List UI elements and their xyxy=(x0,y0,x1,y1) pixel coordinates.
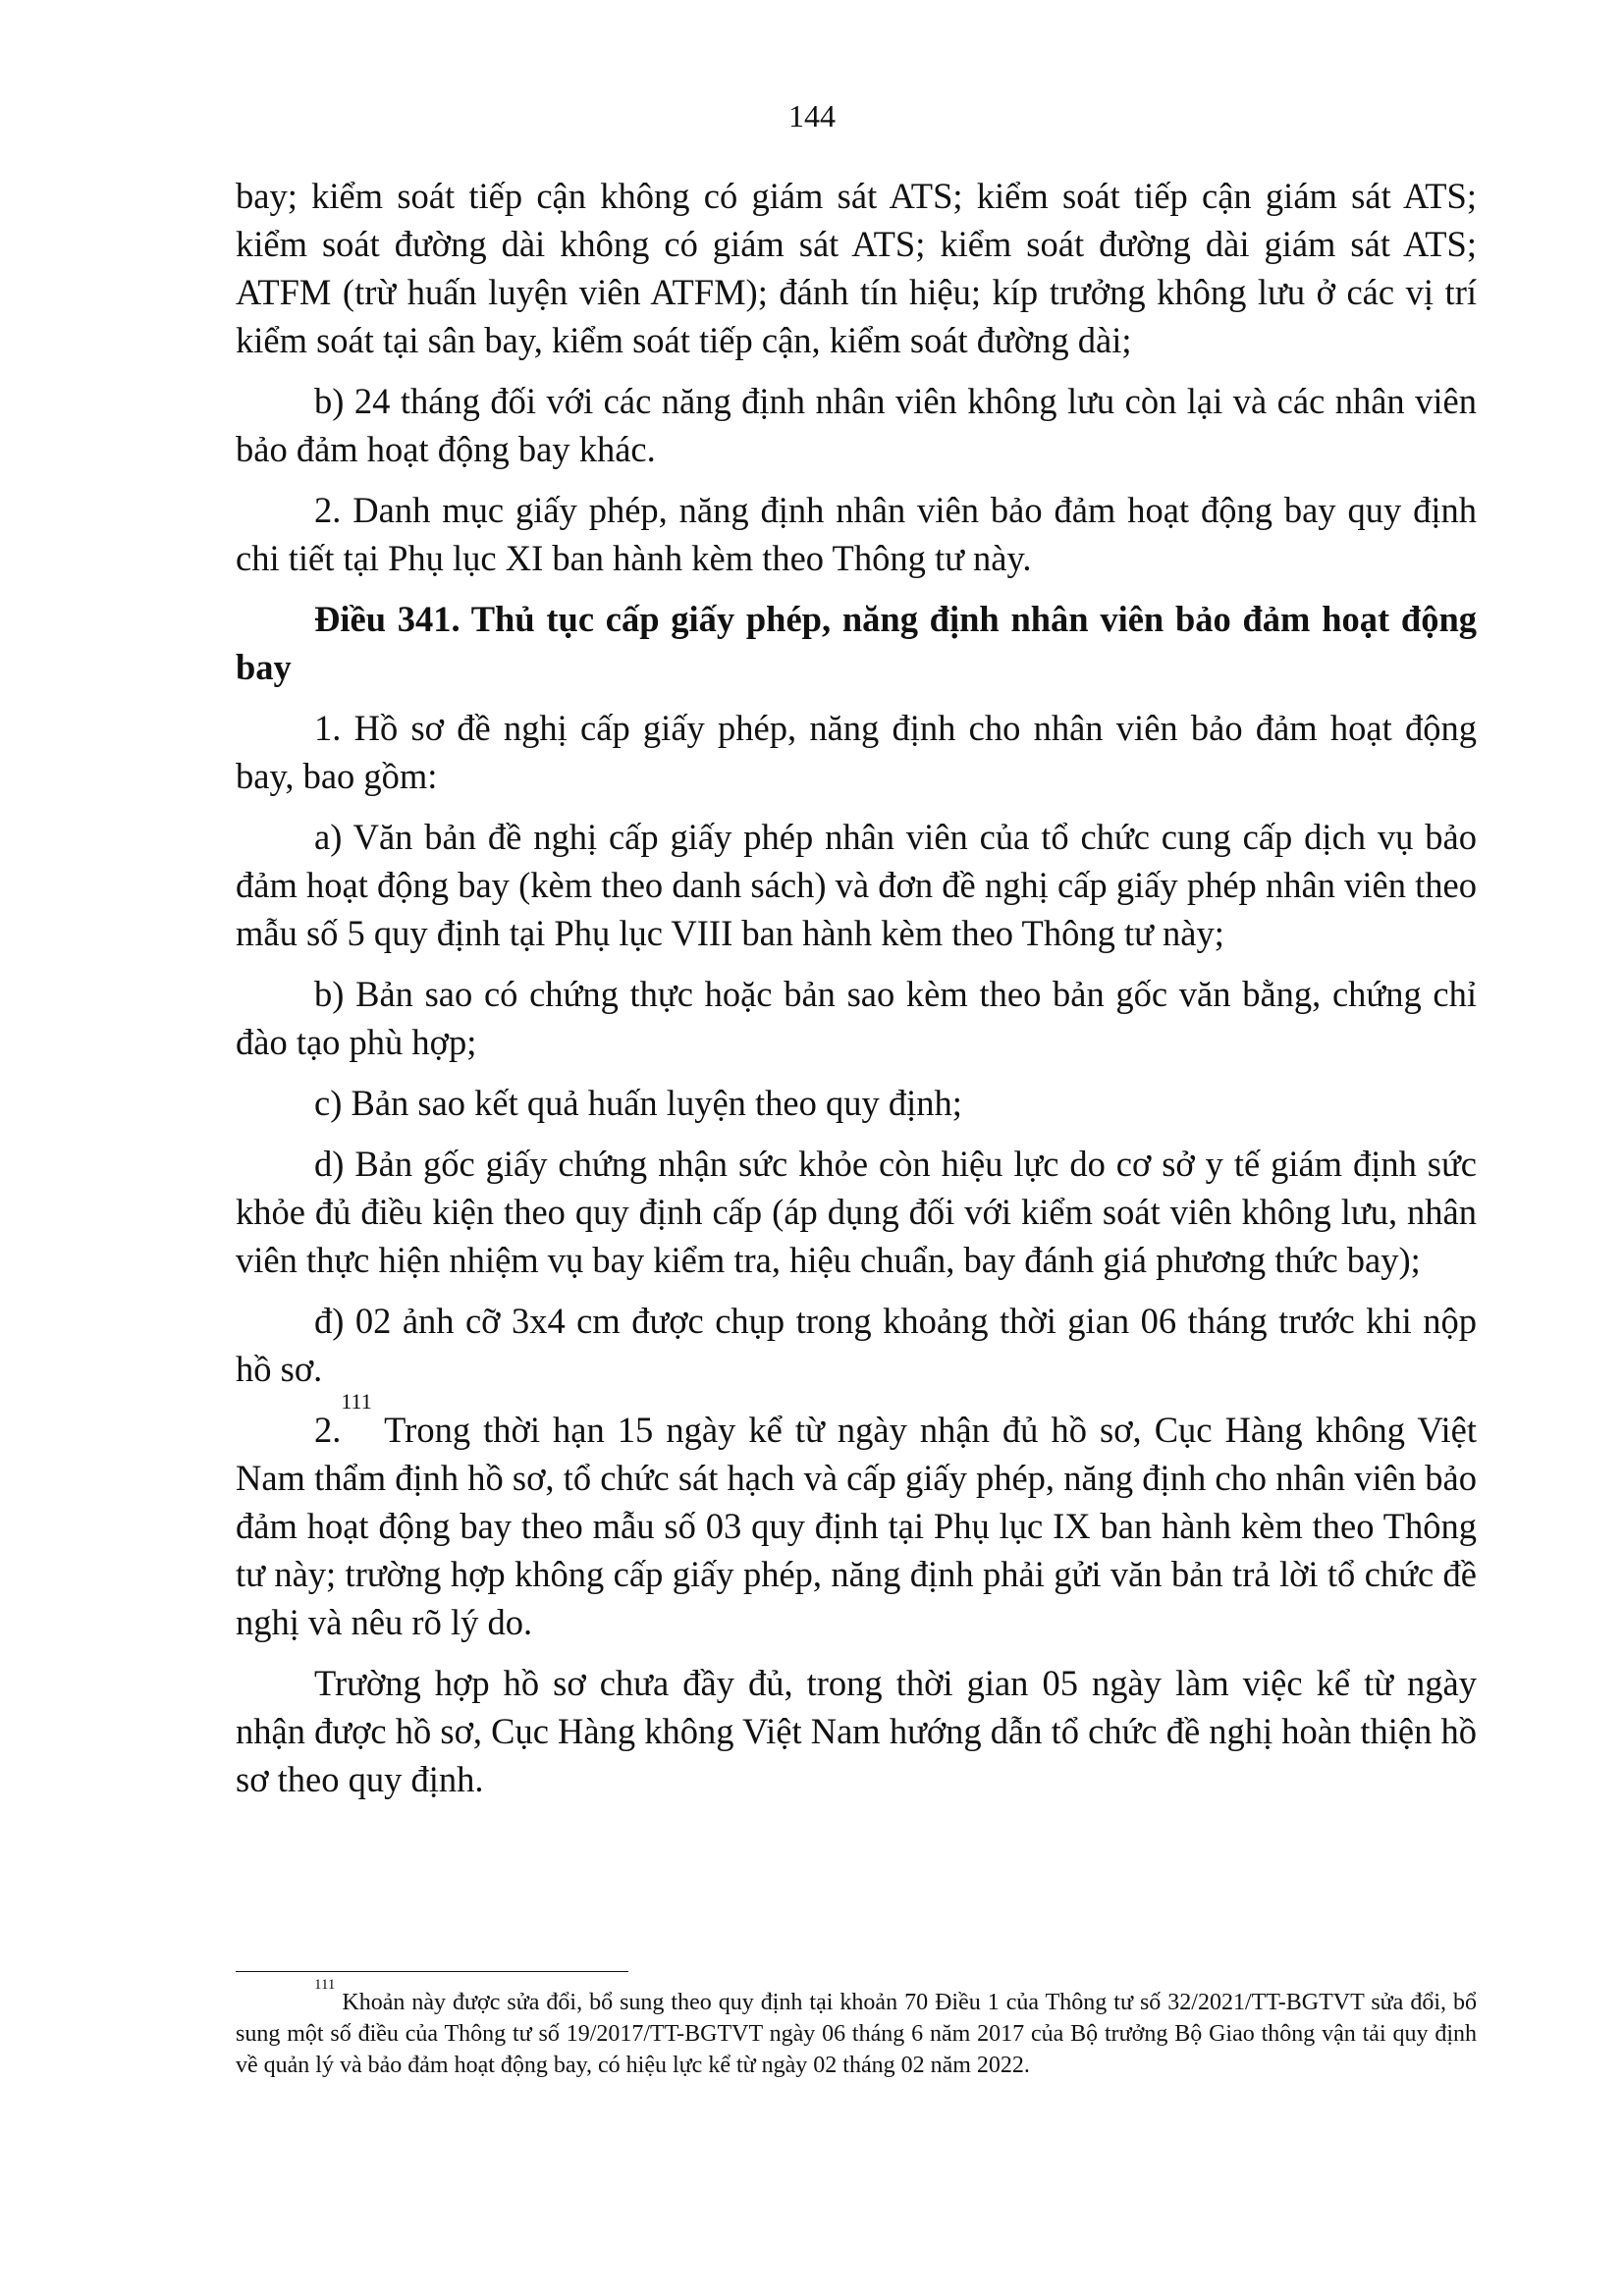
paragraph-item-dd: đ) 02 ảnh cỡ 3x4 cm được chụp trong khoảng thời gian 06 tháng trước khi nộp hồ sơ. xyxy=(236,1301,1477,1389)
paragraph-item-b-duration: b) 24 tháng đối với các năng định nhân viên không lưu còn lại và các nhân viên bảo đảm hoạt động bay khác. xyxy=(236,381,1477,469)
footnote xyxy=(236,1977,1477,2081)
paragraph-clause-2-license-list: 2. Danh mục giấy phép, năng định nhân viên bảo đảm hoạt động bay quy định chi tiết tại Phụ lục XI ban hành kèm theo Thông tư này. xyxy=(236,490,1477,578)
clause-text: Trong thời hạn 15 ngày kể từ ngày nhận đủ hồ sơ, Cục Hàng không Việt Nam thẩm định hồ sơ, tổ chức sát hạch và cấp giấy phép, năng định cho nhân viên bảo đảm hoạt động bay theo mẫu số 03 quy định tại Phụ lục IX ban hành kèm theo Thông tư này; trường hợp không cấp giấy phép, năng định phải gửi văn bản trả lời tổ chức đề nghị và nêu rõ lý do. xyxy=(236,1410,1477,1642)
body-text xyxy=(236,172,1477,1816)
paragraph-item-d: d) Bản gốc giấy chứng nhận sức khỏe còn hiệu lực do cơ sở y tế giám định sức khỏe đủ điều kiện theo quy định cấp (áp dụng đối với kiểm soát viên không lưu, nhân viên thực hiện nhiệm vụ bay kiểm tra, hiệu chuẩn, bay đánh giá phương thức bay); xyxy=(236,1144,1477,1280)
page-number: 144 xyxy=(788,98,836,133)
paragraph-item-a: a) Văn bản đề nghị cấp giấy phép nhân viên của tổ chức cung cấp dịch vụ bảo đảm hoạt động bay (kèm theo danh sách) và đơn đề nghị cấp giấy phép nhân viên theo mẫu số 5 quy định tại Phụ lục VIII ban hành kèm theo Thông tư này; xyxy=(236,817,1477,953)
paragraph-item-b: b) Bản sao có chứng thực hoặc bản sao kèm theo bản gốc văn bằng, chứng chỉ đào tạo phù hợp; xyxy=(236,974,1477,1062)
footnote-number: 111 xyxy=(314,1977,336,1993)
footnote-divider xyxy=(236,1971,628,1972)
paragraph-continuation: bay; kiểm soát tiếp cận không có giám sát ATS; kiểm soát tiếp cận giám sát ATS; kiểm soát đường dài không có giám sát ATS; kiểm soát đường dài giám sát ATS; ATFM (trừ huấn luyện viên ATFM); đánh tín hiệu; kíp trưởng không lưu ở các vị trí kiểm soát tại sân bay, kiểm soát tiếp cận, kiểm soát đường dài; xyxy=(236,176,1477,360)
clause-number: 2. xyxy=(314,1410,342,1450)
article-341-heading: Điều 341. Thủ tục cấp giấy phép, năng định nhân viên bảo đảm hoạt động bay xyxy=(236,599,1477,687)
footnote-text: Khoản này được sửa đổi, bổ sung theo quy định tại khoản 70 Điều 1 của Thông tư số 32/2021/TT-BGTVT sửa đổi, bổ sung một số điều của Thông tư số 19/2017/TT-BGTVT ngày 06 tháng 6 năm 2017 của Bộ trưởng Bộ Giao thông vận tải quy định về quản lý và bảo đảm hoạt động bay, có hiệu lực kể từ ngày 02 tháng 02 năm 2022. xyxy=(236,1990,1477,2078)
footnote-reference[interactable]: 111 xyxy=(341,1389,372,1414)
paragraph-clause-1-dossier: 1. Hồ sơ đề nghị cấp giấy phép, năng định cho nhân viên bảo đảm hoạt động bay, bao gồm: xyxy=(236,708,1477,796)
paragraph-clause-2-processing xyxy=(236,1389,1477,1646)
paragraph-item-c: c) Bản sao kết quả huấn luyện theo quy định; xyxy=(314,1083,962,1123)
paragraph-incomplete-dossier: Trường hợp hồ sơ chưa đầy đủ, trong thời gian 05 ngày làm việc kể từ ngày nhận được hồ sơ, Cục Hàng không Việt Nam hướng dẫn tổ chức đề nghị hoàn thiện hồ sơ theo quy định. xyxy=(236,1663,1477,1799)
